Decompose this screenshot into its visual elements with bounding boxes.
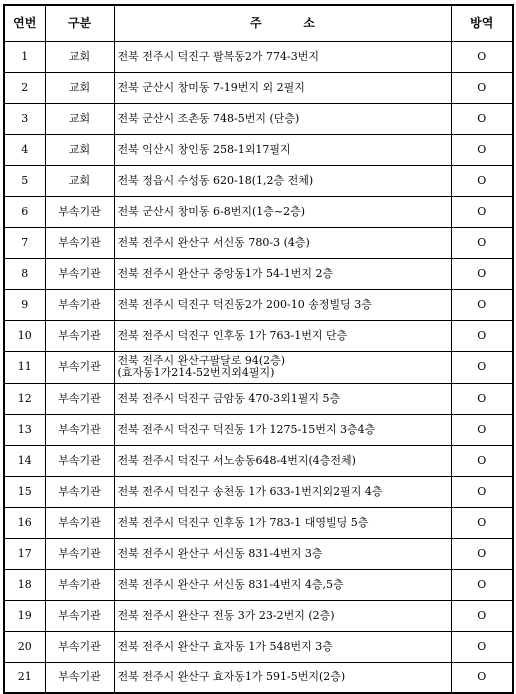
- table-row: [4, 476, 513, 507]
- table-row: [4, 72, 513, 103]
- row-address: 전북 전주시 덕진구 인후동 1가 783-1 대영빌딩 5층: [114, 507, 451, 538]
- row-number: 1: [4, 41, 45, 72]
- row-address: 전북 전주시 완산구 서신동 831-4번지 3층: [114, 538, 451, 569]
- row-type: 부속기관: [45, 383, 114, 414]
- row-type: 교회: [45, 134, 114, 165]
- row-type: 부속기관: [45, 538, 114, 569]
- row-type: 부속기관: [45, 258, 114, 289]
- row-address: 전북 전주시 완산구 서신동 780-3 (4층): [114, 227, 451, 258]
- row-number: 12: [4, 383, 45, 414]
- row-quarantine-status: O: [451, 476, 513, 507]
- row-quarantine-status: O: [451, 320, 513, 351]
- row-number: 13: [4, 414, 45, 445]
- table-row: [4, 41, 513, 72]
- header-row: [4, 5, 513, 41]
- row-address: 전북 익산시 창인동 258-1외17필지: [114, 134, 451, 165]
- header-type: 구분: [45, 5, 114, 41]
- table-row: [4, 320, 513, 351]
- row-number: 14: [4, 445, 45, 476]
- row-number: 3: [4, 103, 45, 134]
- table-row: [4, 445, 513, 476]
- table-row: [4, 165, 513, 196]
- row-quarantine-status: O: [451, 600, 513, 631]
- row-number: 18: [4, 569, 45, 600]
- row-address: 전북 군산시 창미동 6-8번지(1층~2층): [114, 196, 451, 227]
- row-number: 6: [4, 196, 45, 227]
- row-address: 전북 정읍시 수성동 620-18(1,2층 전체): [114, 165, 451, 196]
- row-quarantine-status: O: [451, 631, 513, 662]
- row-type: 부속기관: [45, 569, 114, 600]
- row-address-line2: (효자동1가214-52번지외4필지): [117, 366, 275, 379]
- row-address: [114, 351, 451, 383]
- table-row: [4, 134, 513, 165]
- row-type: 교회: [45, 165, 114, 196]
- row-type: 부속기관: [45, 289, 114, 320]
- row-address: 전북 전주시 덕진구 팔복동2가 774-3번지: [114, 41, 451, 72]
- row-quarantine-status: O: [451, 72, 513, 103]
- row-type: 부속기관: [45, 445, 114, 476]
- row-address: 전북 전주시 완산구 효자동 1가 548번지 3층: [114, 631, 451, 662]
- row-quarantine-status: O: [451, 662, 513, 693]
- row-address: 전북 전주시 덕진구 송천동 1가 633-1번지외2필지 4층: [114, 476, 451, 507]
- table-row: [4, 103, 513, 134]
- row-quarantine-status: O: [451, 445, 513, 476]
- row-address: 전북 전주시 완산구 효자동1가 591-5번지(2층): [114, 662, 451, 693]
- row-address: 전북 전주시 덕진구 덕진동2가 200-10 송정빌딩 3층: [114, 289, 451, 320]
- table-row: [4, 258, 513, 289]
- row-type: 부속기관: [45, 320, 114, 351]
- table-row: [4, 227, 513, 258]
- header-no: 연번: [4, 5, 45, 41]
- row-address: 전북 전주시 완산구 중앙동1가 54-1번지 2층: [114, 258, 451, 289]
- row-type: 부속기관: [45, 227, 114, 258]
- row-quarantine-status: O: [451, 41, 513, 72]
- row-quarantine-status: O: [451, 103, 513, 134]
- row-quarantine-status: O: [451, 538, 513, 569]
- row-number: 8: [4, 258, 45, 289]
- row-number: 11: [4, 351, 45, 383]
- table-row: [4, 196, 513, 227]
- header-address: 주 소: [114, 5, 451, 41]
- row-address: 전북 군산시 조촌동 748-5번지 (단층): [114, 103, 451, 134]
- row-quarantine-status: O: [451, 165, 513, 196]
- row-address: 전북 전주시 덕진구 인후동 1가 763-1번지 단층: [114, 320, 451, 351]
- header-quarantine: 방역: [451, 5, 513, 41]
- row-quarantine-status: O: [451, 507, 513, 538]
- table-row: [4, 351, 513, 383]
- table-row: [4, 507, 513, 538]
- row-quarantine-status: O: [451, 351, 513, 383]
- row-number: 16: [4, 507, 45, 538]
- row-number: 17: [4, 538, 45, 569]
- table-row: [4, 569, 513, 600]
- row-number: 15: [4, 476, 45, 507]
- row-number: 19: [4, 600, 45, 631]
- row-type: 교회: [45, 41, 114, 72]
- row-quarantine-status: O: [451, 569, 513, 600]
- row-type: 부속기관: [45, 476, 114, 507]
- row-quarantine-status: O: [451, 196, 513, 227]
- row-number: 10: [4, 320, 45, 351]
- table-row: [4, 662, 513, 693]
- row-type: 교회: [45, 72, 114, 103]
- table-row: [4, 631, 513, 662]
- row-address: 전북 전주시 덕진구 금암동 470-3외1필지 5층: [114, 383, 451, 414]
- row-quarantine-status: O: [451, 383, 513, 414]
- row-address: 전북 전주시 완산구 서신동 831-4번지 4층,5층: [114, 569, 451, 600]
- row-number: 9: [4, 289, 45, 320]
- row-quarantine-status: O: [451, 414, 513, 445]
- facility-table: [3, 4, 514, 694]
- row-number: 7: [4, 227, 45, 258]
- row-type: 교회: [45, 103, 114, 134]
- row-address: 전북 전주시 덕진구 서노송동648-4번지(4층전체): [114, 445, 451, 476]
- row-type: 부속기관: [45, 196, 114, 227]
- row-quarantine-status: O: [451, 227, 513, 258]
- row-quarantine-status: O: [451, 258, 513, 289]
- row-quarantine-status: O: [451, 134, 513, 165]
- row-type: 부속기관: [45, 507, 114, 538]
- table-row: [4, 289, 513, 320]
- row-number: 5: [4, 165, 45, 196]
- row-type: 부속기관: [45, 600, 114, 631]
- row-type: 부속기관: [45, 631, 114, 662]
- row-number: 20: [4, 631, 45, 662]
- row-type: 부속기관: [45, 351, 114, 383]
- table-body: [4, 41, 513, 693]
- row-address: 전북 전주시 덕진구 덕진동 1가 1275-15번지 3층4층: [114, 414, 451, 445]
- row-number: 4: [4, 134, 45, 165]
- row-type: 부속기관: [45, 662, 114, 693]
- row-address: 전북 군산시 창미동 7-19번지 외 2필지: [114, 72, 451, 103]
- table-row: [4, 383, 513, 414]
- row-number: 2: [4, 72, 45, 103]
- row-address-line1: 전북 전주시 완산구팔달로 94(2층): [117, 354, 286, 367]
- row-quarantine-status: O: [451, 289, 513, 320]
- table-row: [4, 600, 513, 631]
- table-row: [4, 538, 513, 569]
- table-row: [4, 414, 513, 445]
- row-type: 부속기관: [45, 414, 114, 445]
- row-number: 21: [4, 662, 45, 693]
- row-address: 전북 전주시 완산구 전동 3가 23-2번지 (2층): [114, 600, 451, 631]
